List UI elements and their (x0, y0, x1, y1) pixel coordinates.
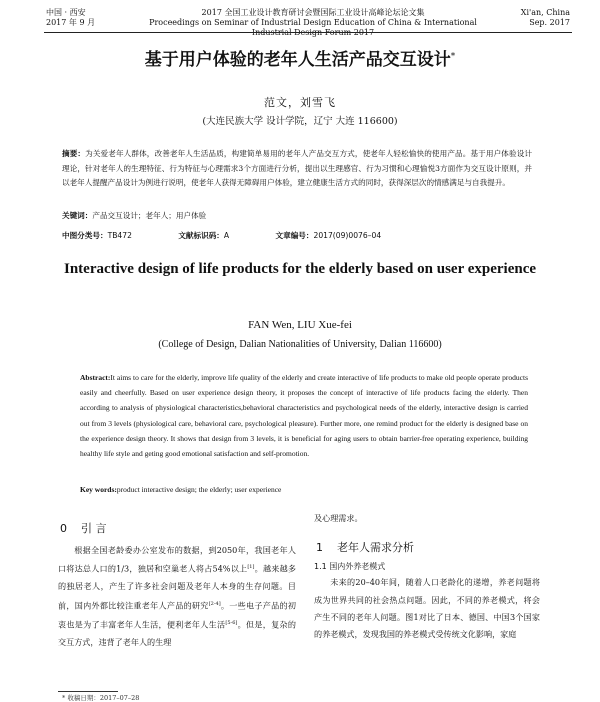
header-location-en: Xi'an, China (520, 8, 570, 17)
header-location-date-en (490, 8, 570, 28)
footnote-divider (58, 691, 118, 692)
header-date-en: Sep. 2017 (529, 18, 570, 27)
en-keywords (80, 484, 528, 496)
section-0-paragraph: 根据全国老龄委办公室发布的数据，到2050年，我国老年人口将达总人口的1/3，独居和空巢老人将占54%以上[1]。越来越多的独居老人，产生了许多社会问题及老年人本身的生存问题。目前，国内外都比较注重老年人产品的研究[2-4]。一些电子产品的初衷也是为了丰富老年人生活，便利老年人生活[5-6]。但是，复杂的交互方式，违背了老年人的生理 (58, 545, 296, 647)
continuation-text: 及心理需求。 (314, 513, 363, 523)
zh-paper-title (40, 45, 560, 70)
article-number: 文章编号：2017(09)0076–04 (275, 231, 382, 240)
header-proceedings-zh: 2017 全国工业设计教育研讨会暨国际工业设计高峰论坛论文集 (201, 8, 425, 17)
zh-keywords-label: 关键词： (62, 211, 93, 220)
section-0-heading (60, 520, 296, 536)
zh-classification (62, 230, 532, 242)
header-proceedings-en: Proceedings on Seminar of Industrial Design Education of China & International Industrial Design Forum 2017 (149, 18, 477, 37)
en-affiliation: (College of Design, Dalian Nationalities of University, Dalian 116600) (158, 339, 442, 350)
en-keywords-text: product interactive design; the elderly; user experience (116, 485, 282, 494)
zh-abstract (62, 147, 532, 191)
running-header (46, 8, 570, 37)
en-authors: FAN Wen, LIU Xue-fei (248, 319, 352, 331)
zh-affiliation: (大连民族大学 设计学院，辽宁 大连 116600) (202, 116, 398, 127)
left-column (58, 520, 296, 651)
clc-number: 中图分类号：TB472 (62, 231, 132, 240)
header-location: 中国 · 西安 (46, 8, 86, 17)
header-proceedings (138, 8, 488, 38)
header-location-date (46, 8, 136, 28)
section-1-number: 1 (316, 541, 323, 555)
zh-abstract-text: 为关爱老年人群体，改善老年人生活品质，构建简单易用的老年人产品交互方式，使老年人轻松愉快的使用产品。基于用户体验设计理论，针对老年人的生理特征、行为特征与心理需求3个方面进行分析，提出以生理感官、行为习惯和心理愉悦3方面作为交互设计原则，并以老年人提醒产品设计为例进行说明，使老年人获得无障碍用户体验，建立健康生活方式的同时，获得深层次的情感满足与自我提升。 (62, 149, 532, 187)
citation-2: [2-4] (208, 600, 221, 607)
zh-abstract-label: 摘要： (62, 149, 86, 158)
section-1-title: 老年人需求分析 (337, 541, 414, 555)
document-code: 文献标识码：A (178, 231, 230, 240)
zh-authors: 范文，刘雪飞 (264, 96, 336, 109)
header-date: 2017 年 9 月 (46, 18, 96, 27)
header-divider (44, 32, 572, 33)
section-0-title: 引 言 (81, 522, 107, 535)
en-abstract-label: Abstract: (80, 373, 111, 382)
en-abstract-text: It aims to care for the elderly, improve life quality of the elderly and create interactive of life products to make old people operate products easily and cheerfully. Based on user experience design theory, it proposes the concept of interactive of life products facing the elderly. Then according to analysis of physiological characteristics,behavioral characteristics and psychological needs of the elderly, interactive design is carried out from 3 levels (physiological care, behavioral care, psychological pleasure). Further more, one remind product for the elderly is designed base on the experience design theory. It shows that design from 3 levels, it is beneficial for aging users to obtain barrier-free operating experience, building healthy life style and geting good emotional satisfaction and self-promotion. (80, 373, 528, 459)
zh-title-text: 基于用户体验的老年人生活产品交互设计 (144, 50, 451, 70)
subsection-1-1-heading: 1.1 国内外养老模式 (314, 562, 386, 572)
citation-3: [5-6] (225, 619, 238, 626)
citation-1: [1] (247, 564, 255, 571)
footnote-received-date: * 收稿日期：2017–07–28 (62, 694, 140, 702)
right-column (314, 510, 540, 643)
section-0-number: 0 (60, 522, 67, 535)
zh-keywords-text: 产品交互设计；老年人；用户体验 (92, 211, 207, 220)
en-abstract (80, 370, 528, 461)
title-footnote-mark: * (450, 51, 456, 62)
zh-keywords (62, 210, 532, 222)
section-1-heading (316, 539, 540, 555)
en-paper-title: Interactive design of life products for the elderly based on user experience (63, 261, 537, 277)
en-keywords-label: Key words: (80, 485, 117, 494)
subsection-1-1-paragraph: 未来的20–40年间，随着人口老龄化的递增，养老问题将成为世界共同的社会热点问题。因此，不同的养老模式，将会产生不同的老年人问题。图1对比了日本、德国、中国3个国家的养老模式，发现我国的养老模式受传统文化影响，家庭 (314, 577, 540, 640)
